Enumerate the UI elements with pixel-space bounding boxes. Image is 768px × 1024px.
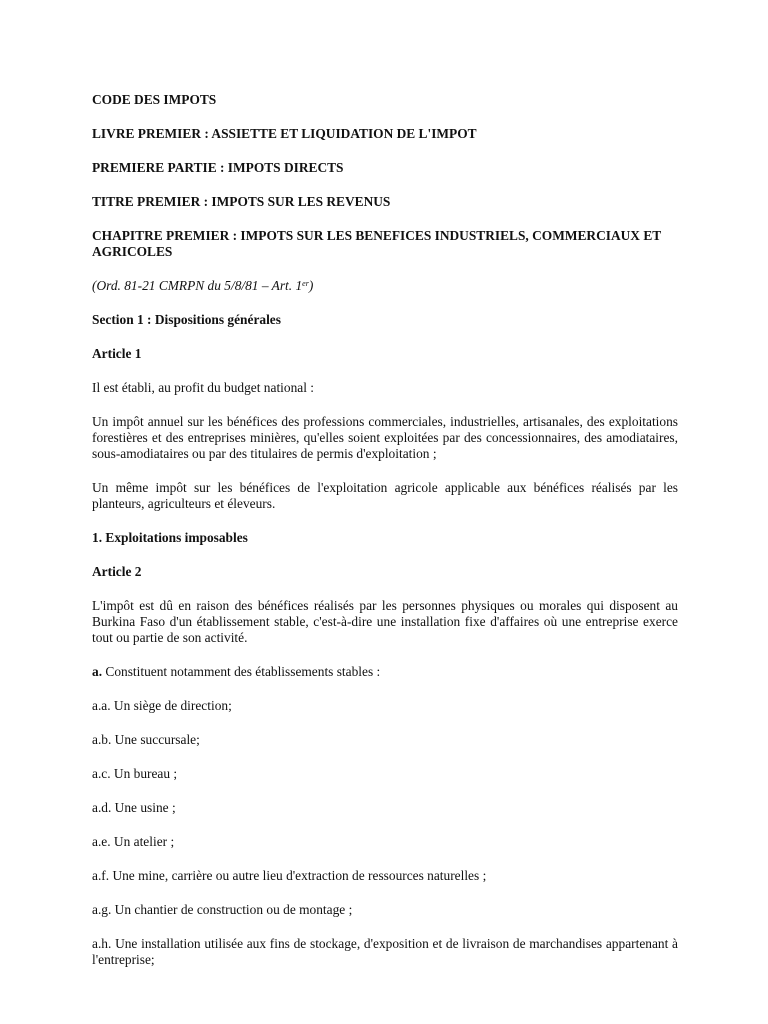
ordinance-reference <box>92 278 678 294</box>
reference-superscript: er <box>302 279 309 288</box>
article-2-title: Article 2 <box>92 564 142 579</box>
article-1-intro: Il est établi, au profit du budget national : <box>92 380 315 395</box>
article-1-paragraph: Un impôt annuel sur les bénéfices des professions commerciales, industrielles, artisanales, des exploitations forestières et des entreprises minières, qu'elles soient exploitées par des concessionnaires, des amodiataires, sous-amodiataires ou par des titulaires de permis d'exploitation ; <box>92 414 678 461</box>
document-page <box>92 92 678 986</box>
partie-heading: PREMIERE PARTIE : IMPOTS DIRECTS <box>92 160 344 175</box>
list-item: a.d. Une usine ; <box>92 800 176 815</box>
subsection-heading: 1. Exploitations imposables <box>92 530 248 545</box>
chapitre-heading: CHAPITRE PREMIER : IMPOTS SUR LES BENEFICES INDUSTRIELS, COMMERCIAUX ET AGRICOLES <box>92 228 661 259</box>
list-item: a.a. Un siège de direction; <box>92 698 232 713</box>
article-1-paragraph: Un même impôt sur les bénéfices de l'exploitation agricole applicable aux bénéfices réalisés par les planteurs, agriculteurs et éleveurs. <box>92 480 678 511</box>
reference-text: (Ord. 81-21 CMRPN du 5/8/81 – Art. 1 <box>92 278 303 293</box>
section-heading: Section 1 : Dispositions générales <box>92 312 281 327</box>
point-a-text: Constituent notamment des établissements stables : <box>102 664 381 679</box>
list-item: a.g. Un chantier de construction ou de montage ; <box>92 902 353 917</box>
article-2-paragraph: L'impôt est dû en raison des bénéfices réalisés par les personnes physiques ou morales qui disposent au Burkina Faso d'un établissement stable, c'est-à-dire une installation fixe d'affaires où une entreprise exerce tout ou partie de son activité. <box>92 598 678 645</box>
list-item: a.b. Une succursale; <box>92 732 200 747</box>
article-1-title: Article 1 <box>92 346 142 361</box>
point-a-label: a. <box>92 664 103 679</box>
reference-close: ) <box>308 278 314 293</box>
list-item: a.f. Une mine, carrière ou autre lieu d'extraction de ressources naturelles ; <box>92 868 487 883</box>
article-2-point-a <box>92 664 678 680</box>
titre-heading: TITRE PREMIER : IMPOTS SUR LES REVENUS <box>92 194 391 209</box>
list-item: a.e. Un atelier ; <box>92 834 175 849</box>
code-heading: CODE DES IMPOTS <box>92 92 217 107</box>
livre-heading: LIVRE PREMIER : ASSIETTE ET LIQUIDATION DE L'IMPOT <box>92 126 477 141</box>
list-item: a.h. Une installation utilisée aux fins de stockage, d'exposition et de livraison de marchandises appartenant à l'entreprise; <box>92 936 678 967</box>
list-item: a.c. Un bureau ; <box>92 766 178 781</box>
